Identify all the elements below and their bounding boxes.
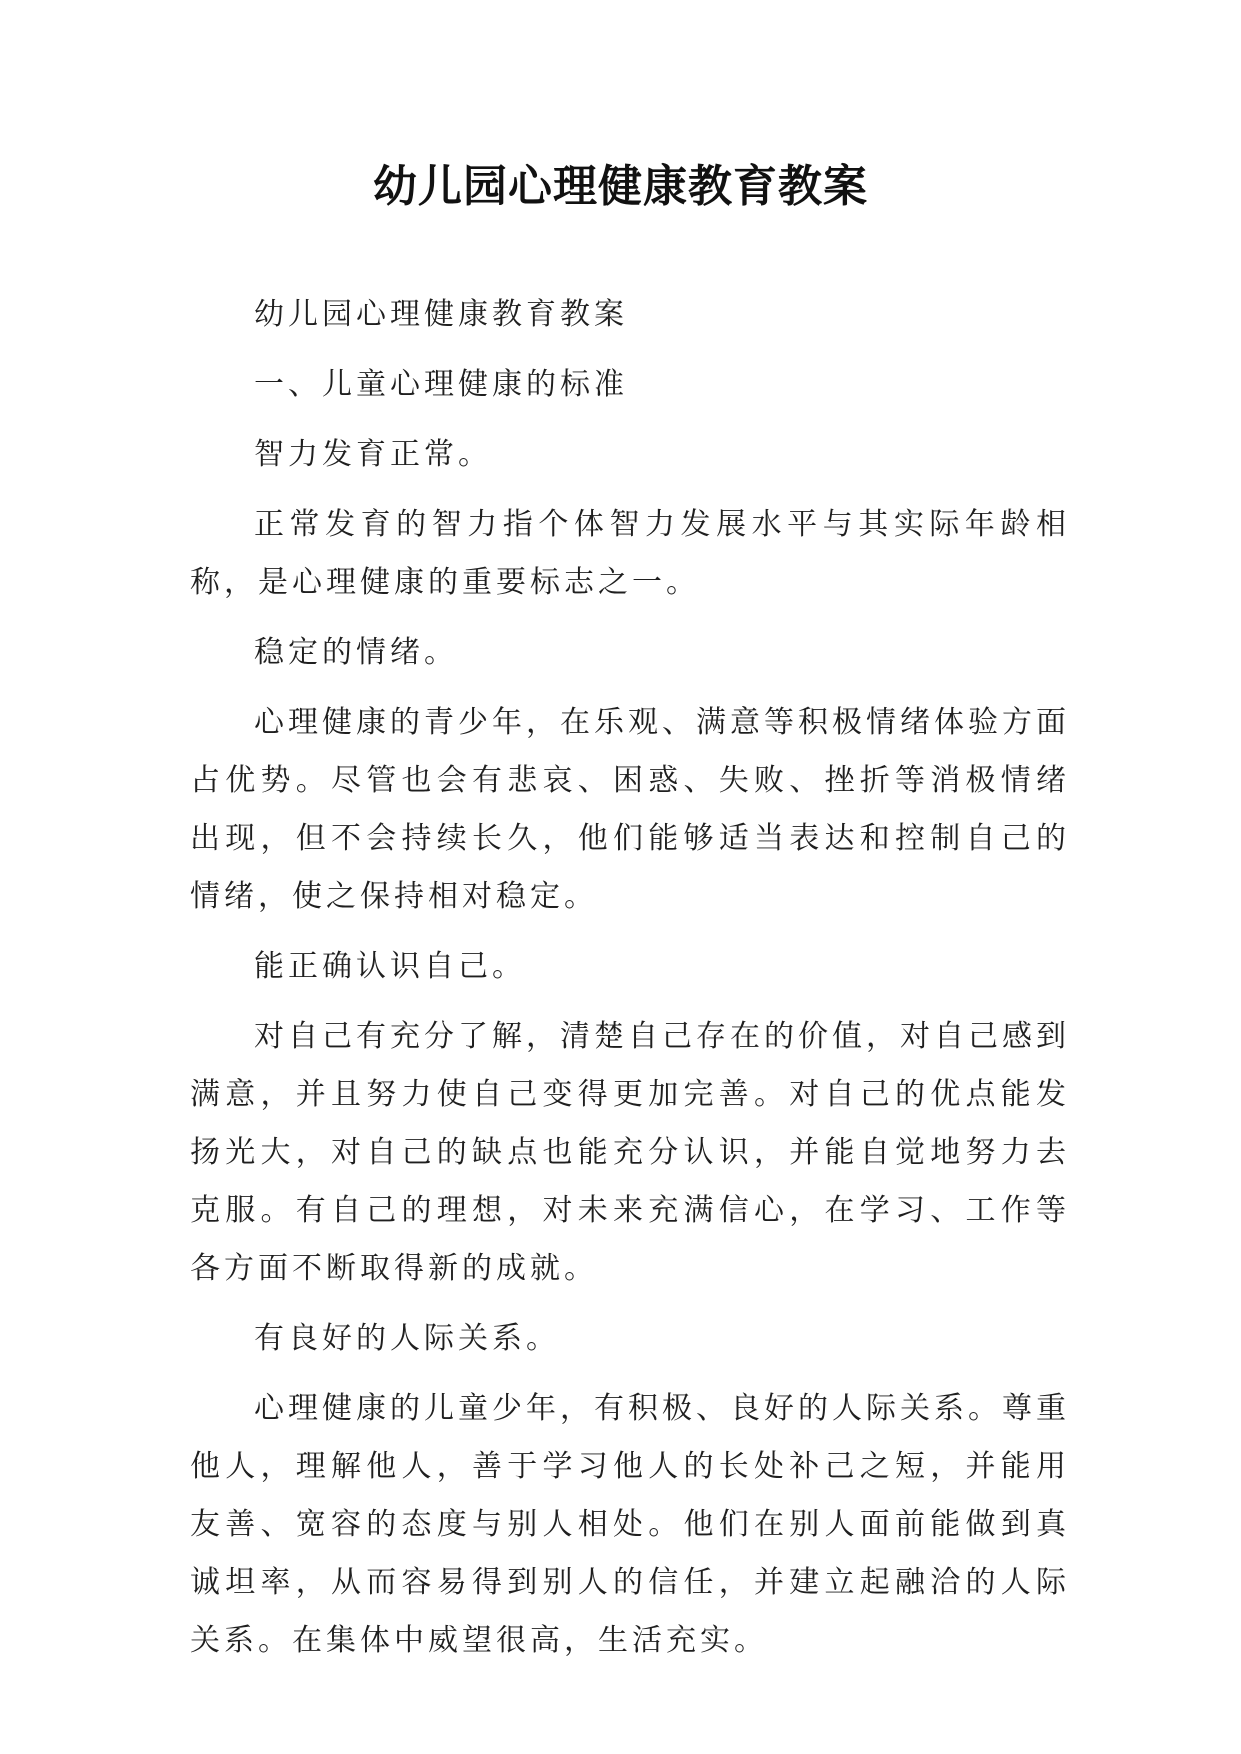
paragraph-relationships: 心理健康的儿童少年，有积极、良好的人际关系。尊重他人，理解他人，善于学习他人的长处补己之短，并能用友善、宽容的态度与别人相处。他们在别人面前能做到真诚坦率，从而容易得到别人的信任，并建立起融洽的人际关系。在集体中威望很高，生活充实。 <box>190 1391 1070 1658</box>
paragraph-intelligence: 正常发育的智力指个体智力发展水平与其实际年龄相称，是心理健康的重要标志之一。 <box>190 507 1070 600</box>
document-title: 幼儿园心理健康教育教案 <box>373 161 868 212</box>
paragraph-emotion: 心理健康的青少年，在乐观、满意等积极情绪体验方面占优势。尽管也会有悲哀、困惑、失败、挫折等消极情绪出现，但不会持续长久，他们能够适当表达和控制自己的情绪，使之保持相对稳定。 <box>190 705 1070 914</box>
standard-heading-intelligence: 智力发育正常。 <box>254 437 492 472</box>
document-body <box>190 286 1070 1682</box>
standard-heading-relationships: 有良好的人际关系。 <box>254 1321 560 1356</box>
standard-heading-emotion: 稳定的情绪。 <box>254 635 458 670</box>
standard-heading-self-awareness: 能正确认识自己。 <box>254 949 526 984</box>
section-heading: 一、儿童心理健康的标准 <box>254 367 628 402</box>
paragraph-self-awareness: 对自己有充分了解，清楚自己存在的价值，对自己感到满意，并且努力使自己变得更加完善。对自己的优点能发扬光大，对自己的缺点也能充分认识，并能自觉地努力去克服。有自己的理想，对未来充满信心，在学习、工作等各方面不断取得新的成就。 <box>190 1019 1070 1286</box>
paragraph-subtitle: 幼儿园心理健康教育教案 <box>254 297 628 332</box>
